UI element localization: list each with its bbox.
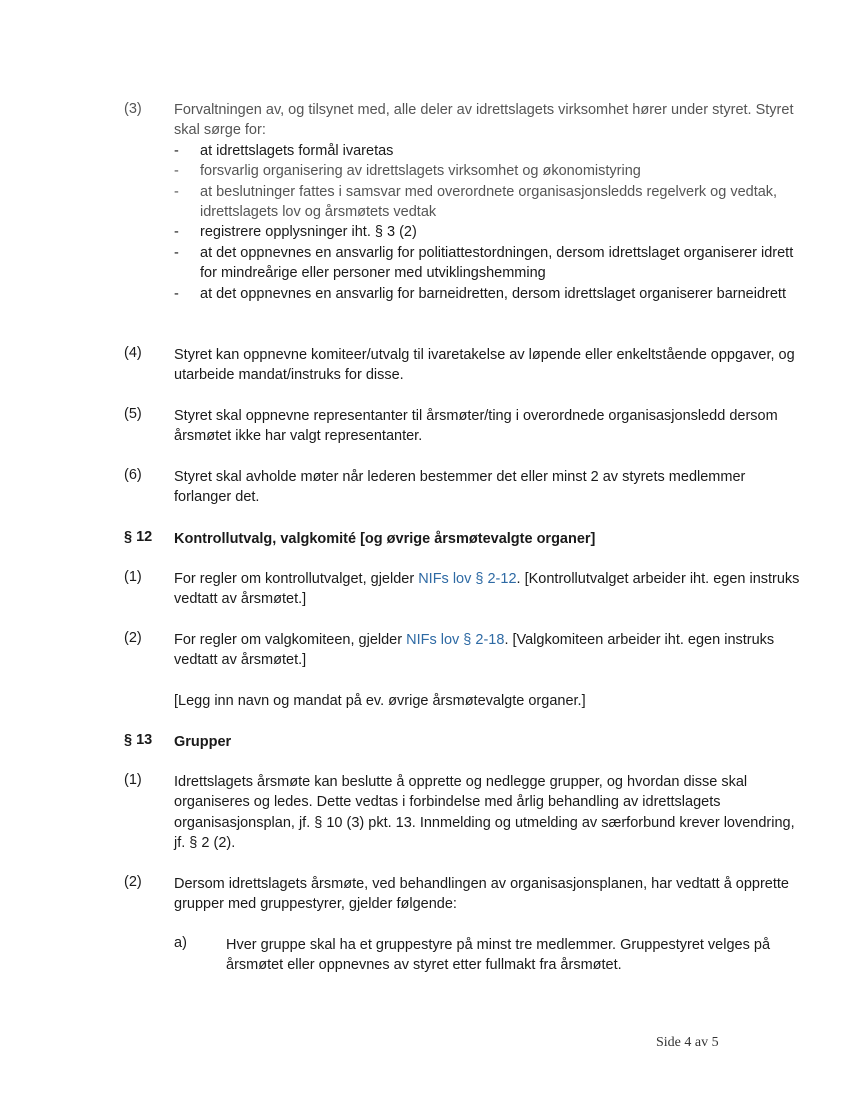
note-text: [Legg inn navn og mandat på ev. øvrige årsmøtevalgte organer.]	[174, 693, 586, 709]
section-title: Grupper	[174, 734, 232, 750]
item-number: (3)	[124, 101, 142, 117]
item-number: (5)	[124, 406, 142, 422]
item-text: Styret skal oppnevne representanter til årsmøter/ting i overordnede organisasjonsledd dersom årsmøtet ikke har valgt representanter.	[174, 408, 778, 445]
text-post: . [Valgkomiteen arbeider iht. egen instruks vedtatt av årsmøtet.]	[174, 632, 775, 669]
section-number: § 13	[124, 732, 153, 748]
text-pre: For regler om kontrollutvalget, gjelder	[174, 571, 419, 587]
item-text: Idrettslagets årsmøte kan beslutte å opprette og nedlegge grupper, og hvordan disse skal organiseres og ledes. Dette vedtas i forbindelse med årlig behandling av idrettslagets organisasjonsplan, jf. § 10 (3) pkt. 13. Innmelding og utmelding av særforbund krever lovendring, jf. § 2 (2).	[174, 774, 795, 852]
text-pre: For regler om valgkomiteen, gjelder	[174, 632, 407, 648]
text-post: . [Kontrollutvalget arbeider iht. egen instruks vedtatt av årsmøtet.]	[174, 571, 800, 608]
item-text: Forvaltningen av, og tilsynet med, alle deler av idrettslagets virksomhet hører under styret. Styret skal sørge for:	[174, 102, 794, 139]
item-text: Styret skal avholde møter når lederen bestemmer det eller minst 2 av styrets medlemmer forlanger det.	[174, 469, 746, 506]
item-number: (1)	[124, 772, 142, 788]
item-text	[174, 630, 804, 671]
nifs-lov-2-12-link[interactable]: NIFs lov § 2-12	[418, 571, 517, 587]
item-text: Styret kan oppnevne komiteer/utvalg til ivaretakelse av løpende eller enkeltstående oppgaver, og utarbeide mandat/instruks for disse.	[174, 347, 795, 384]
nifs-lov-2-18-link[interactable]: NIFs lov § 2-18	[406, 632, 505, 648]
item-number: (2)	[124, 874, 142, 890]
bullet-item: - registrere opplysninger iht. § 3 (2)	[174, 222, 804, 242]
sub-item-letter: a)	[174, 935, 187, 951]
item-number: (1)	[124, 569, 142, 585]
item-number: (6)	[124, 467, 142, 483]
section-title: Kontrollutvalg, valgkomité [og øvrige årsmøtevalgte organer]	[174, 531, 596, 547]
bullet-item: - at det oppnevnes en ansvarlig for politiattestordningen, dersom idrettslaget organiserer idrett for mindreårige eller personer med utviklingshemming	[174, 243, 804, 284]
item-number: (4)	[124, 345, 142, 361]
bullet-item: - at det oppnevnes en ansvarlig for barneidretten, dersom idrettslaget organiserer barneidrett	[174, 284, 804, 304]
bullet-item: - forsvarlig organisering av idrettslagets virksomhet og økonomistyring	[174, 161, 804, 181]
item-text	[174, 569, 800, 610]
item-text: Dersom idrettslagets årsmøte, ved behandlingen av organisasjonsplanen, har vedtatt å opprette grupper med gruppestyrer, gjelder følgende:	[174, 876, 789, 913]
bullet-item: - at beslutninger fattes i samsvar med overordnete organisasjonsledds regelverk og vedtak, idrettslagets lov og årsmøtets vedtak	[174, 182, 804, 223]
item-text: Hver gruppe skal ha et gruppestyre på minst tre medlemmer. Gruppestyret velges på årsmøtet eller oppnevnes av styret etter fullmakt fra årsmøtet.	[226, 937, 771, 974]
bullet-item: - at idrettslagets formål ivaretas	[174, 141, 804, 161]
page-number-footer: Side 4 av 5	[656, 1035, 719, 1050]
section-number: § 12	[124, 529, 153, 545]
item-number: (2)	[124, 630, 142, 646]
